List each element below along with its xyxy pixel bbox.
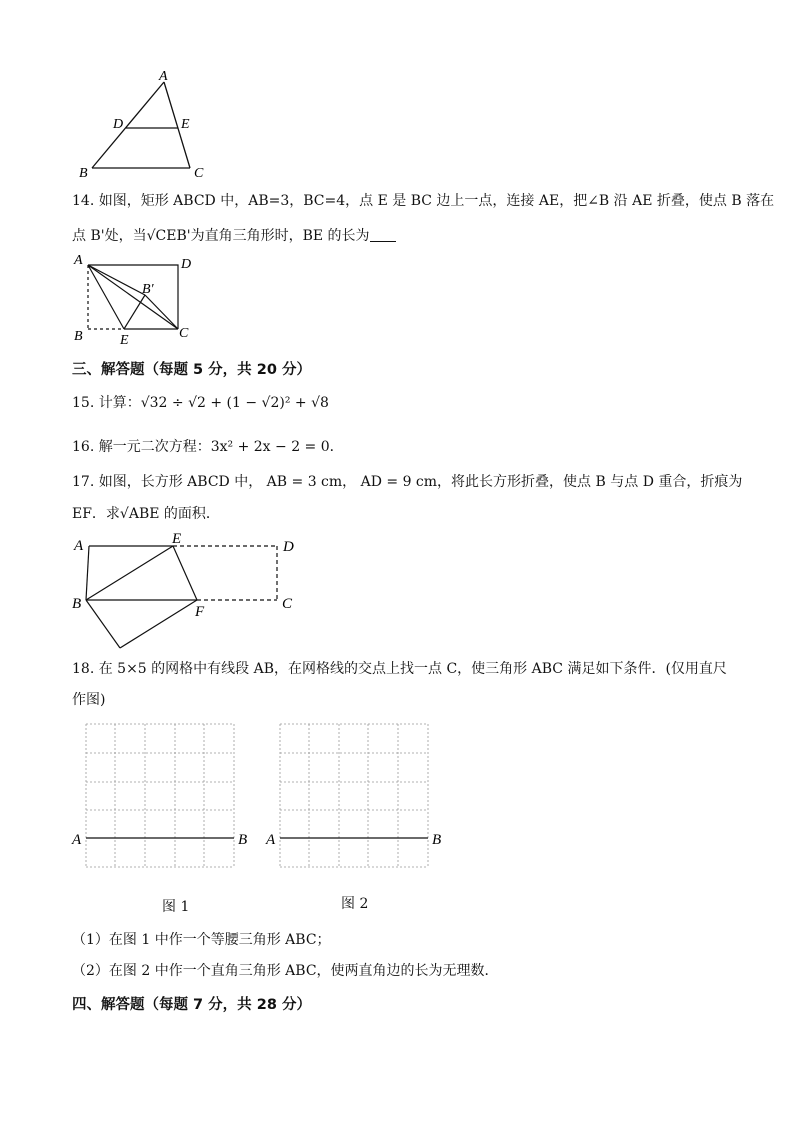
q14-label-a: A (74, 253, 83, 268)
q14-label-e: E (120, 333, 129, 348)
grid2-label-a: A (266, 832, 276, 848)
q14-label-d: D (181, 257, 192, 272)
q18-line2: 作图) (72, 692, 106, 708)
q16-text: 16. 解一元二次方程：3x² + 2x − 2 = 0． (72, 439, 344, 455)
section-4-title: 四、解答题（每题 7 分，共 28 分） (72, 997, 311, 1013)
q17-label-c: C (282, 596, 293, 612)
q17-label-e: E (172, 531, 182, 547)
q18-part1: （1）在图 1 中作一个等腰三角形 ABC； (72, 932, 331, 948)
q17-label-a: A (74, 538, 84, 554)
q14-line1: 14. 如图，矩形 ABCD 中，AB=3，BC=4，点 E 是 BC 边上一点，连接 AE，把∠B 沿 AE 折叠，使点 B 落在 (72, 193, 775, 209)
q15-text: 15. 计算：√32 ÷ √2 + (1 − √2)² + √8 (72, 395, 329, 411)
q17-label-b: B (72, 596, 82, 612)
label-d: D (113, 117, 124, 132)
q14-label-b1: B′ (142, 282, 154, 297)
label-b: B (79, 166, 88, 181)
grid2-caption: 图 2 (341, 896, 369, 912)
q17-label-f: F (195, 604, 205, 620)
q14-label-b: B (74, 329, 83, 344)
q17-line2: EF．求√ABE 的面积． (72, 506, 220, 522)
q17-label-d: D (283, 539, 294, 555)
q18-part2: （2）在图 2 中作一个直角三角形 ABC，使两直角边的长为无理数． (72, 963, 499, 979)
q17-line1: 17. 如图，长方形 ABCD 中， AB = 3 cm， AD = 9 cm，将此长方形折叠，使点 B 与点 D 重合，折痕为 (72, 474, 743, 490)
section-3-title: 三、解答题（每题 5 分，共 20 分） (72, 362, 311, 378)
grid2-label-b: B (432, 832, 442, 848)
q14-label-c: C (179, 326, 189, 341)
q18-line1: 18. 在 5×5 的网格中有线段 AB，在网格线的交点上找一点 C，使三角形 ABC 满足如下条件．(仅用直尺 (72, 661, 727, 677)
label-c: C (194, 166, 204, 181)
grid1-caption: 图 1 (162, 899, 190, 915)
grid1-label-a: A (72, 832, 82, 848)
label-e: E (181, 117, 190, 132)
q14-line2: 点 B'处，当√CEB'为直角三角形时，BE 的长为 (72, 228, 370, 244)
q14-line2-wrap (72, 226, 396, 246)
label-a: A (159, 69, 168, 84)
answer-blank[interactable] (370, 227, 396, 242)
grid1-label-b: B (238, 832, 248, 848)
